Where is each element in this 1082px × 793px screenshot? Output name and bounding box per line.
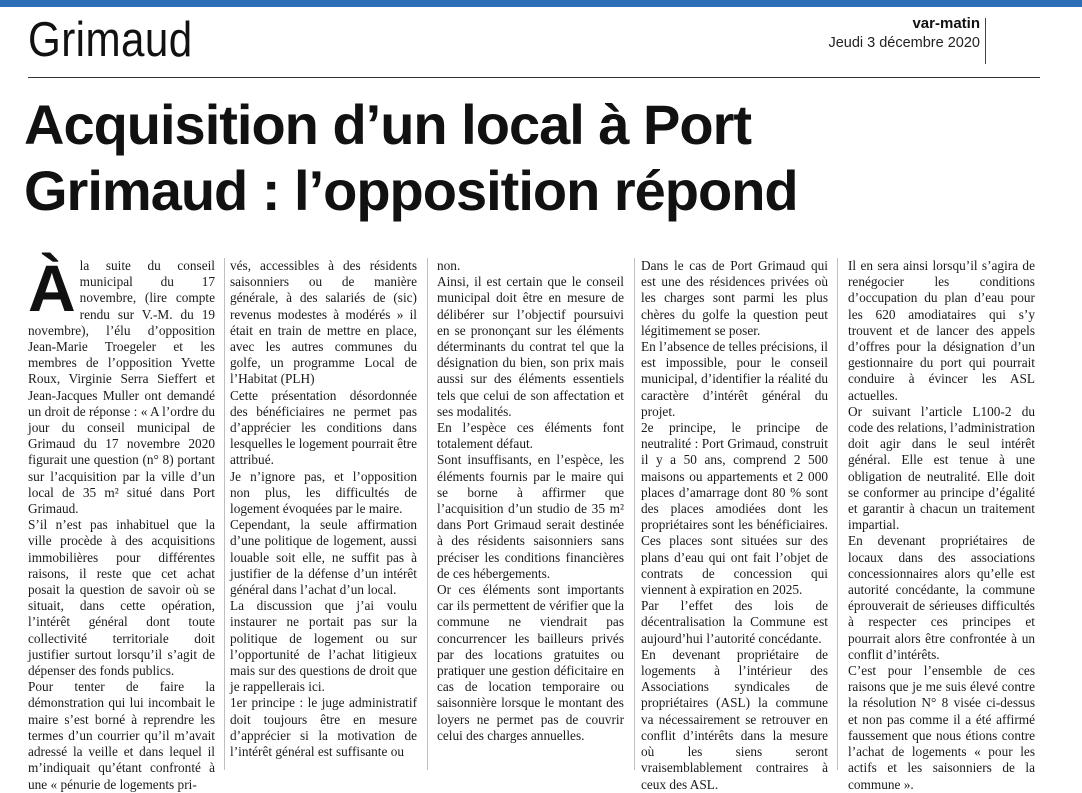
paragraph: Ainsi, il est certain que le conseil municipal doit être en mesure de délibérer sur l’objectif poursuivi en se prononçant sur les éléments déterminants du contrat tel que la désignation du bien, son prix mais aussi sur des éléments essentiels tels que celui de son affectation et ses modalités. [437, 274, 624, 419]
article-column-4 [641, 258, 828, 792]
paragraph: 2e principe, le principe de neutralité : Port Grimaud, construit il y a 50 ans, comprend 2 500 maisons ou appartements et 2 000 places d’amarrage dont 80 % sont des places amodiées dont les propriétaires sont les bénéficiaires. Ces places sont situées sur des plans d’eau qui ont fait l’objet de contrats de concession qui viennent à expiration en 2025. [641, 420, 828, 598]
header-rule [28, 77, 1040, 78]
paragraph: non. [437, 258, 461, 273]
paragraph: Dans le cas de Port Grimaud qui est une des résidences privées où les charges sont parmi les plus chères du golfe la question peut légitimement se poser. [641, 258, 828, 338]
paragraph: En devenant propriétaires de locaux dans des associations concessionnaires alors qu’elle est autorité concédante, la commune éprouverait de sérieuses difficultés à respecter ces principes et pourrait alors être confrontée à un conflit d’intérêts. [848, 533, 1035, 662]
article-column-1 [28, 251, 215, 792]
paragraph: la suite du conseil municipal du 17 novembre, (lire compte rendu sur V.-M. du 19 novembre), l’élu d’opposition Jean-Marie Troegeler et les membres de l’opposition Yvette Roux, Virginie Serra Sieffert et Jean-Jacques Muller ont demandé un droit de réponse : « A l’ordre du jour du conseil municipal de Grimaud du 17 novembre 2020 figurait une question (n° 8) portant sur l’acquisition par la ville d’un local de 35 m² situé dans Port Grimaud. [28, 258, 215, 517]
paragraph: Or ces éléments sont importants car ils permettent de vérifier que la commune ne viendrait pas concurrencer les bailleurs privés par des locations gratuites ou pratiquer une gestion déficitaire en cas de location temporaire ou saisonnière lorsque le montant des loyers ne permet pas de couvrir celui des charges annuelles. [437, 582, 624, 743]
article-body [0, 251, 1082, 792]
paragraph: S’il n’est pas inhabituel que la ville procède à des acquisitions immobilières pour différentes raisons, il reste que cet achat posait la question de savoir où se situait, dans cette opération, l’intérêt général dont toute collectivité territoriale doit justifier surtout lorsqu’il s’agit de dépenser des fonds publics. [28, 517, 215, 679]
article-column-3 [437, 258, 624, 770]
paragraph: Cette présentation désordonnée des bénéficiaires ne permet pas d’apprécier les conditions dans lesquelles le logement pourrait être attribué. [230, 387, 417, 468]
paragraph: Cependant, la seule affirmation d’une politique de logement, aussi louable soit elle, ne suffit pas à justifier de la défense d’un intérêt général dans l’achat d’un local. [230, 517, 417, 598]
paragraph: Pour tenter de faire la démonstration qui lui incombait le maire s’est borné à reprendre les termes d’un courrier qu’il m’avait adressé la veille et dans lequel il m’indiquait qu’étant confronté à une « pénurie de logements pri- [28, 679, 215, 792]
article-column-5 [848, 258, 1035, 792]
article-headline [24, 92, 1064, 224]
top-color-bar [0, 0, 1082, 7]
headline-line-1: Acquisition d’un local à Port [24, 93, 752, 156]
paragraph: En l’absence de telles précisions, il est impossible, pour le conseil municipal, d’identifier la réalité du caractère d’intérêt général du projet. [641, 339, 828, 419]
paragraph: C’est pour l’ensemble de ces raisons que je me suis élevé contre la résolution N° 8 visée ci-dessus et non pas comme il a été affirmé faussement que nous étions contre l’achat de logements « pour les actifs et les saisonniers de la commune ». [848, 663, 1035, 792]
paragraph: En l’espèce ces éléments font totalement défaut. [437, 420, 624, 452]
masthead [828, 15, 980, 53]
masthead-divider [985, 18, 986, 64]
paragraph: vés, accessibles à des résidents saisonniers ou de manière générale, à des salariés de (sic) revenus modestes à modérés » il était en train de mettre en place, avec les autres communes du golfe, un programme Local de l’Habitat (PLH) [230, 258, 417, 387]
headline-line-2: Grimaud : l’opposition répond [24, 159, 798, 222]
paragraph: Il en sera ainsi lorsqu’il s’agira de renégocier les conditions d’occupation du plan d’eau pour les 620 amodiataires qui s’y trouvent et de lancer des appels d’offres pour la désignation d’un gestionnaire du port qui pourrait conduire à évincer les ASL actuelles. [848, 258, 1035, 403]
paragraph: Sont insuffisants, en l’espèce, les éléments fournis par le maire qui se borne à affirmer que l’acquisition d’un studio de 35 m² dans Port Grimaud serait destinée à des résidents saisonniers sans préciser les conditions financières de ces hébergements. [437, 452, 624, 581]
paragraph: En devenant propriétaire de logements à l’intérieur des Associations syndicales de propriétaires (ASL) la commune va nécessairement se retrouver en conflit d’intérêts dans la mesure où les siens seront vraisemblablement contraires à ceux des ASL. [641, 646, 828, 792]
newspaper-brand: var-matin [912, 15, 980, 32]
section-title: Grimaud [28, 13, 193, 67]
paragraph: Je n’ignore pas, et l’opposition non plus, les difficultés de logement évoquées par le maire. [230, 468, 417, 517]
paragraph: Or suivant l’article L100-2 du code des relations, l’administration doit agir dans le seul intérêt général. Elle est tenue à une obligation de neutralité. Elle doit se conformer au principe d’égalité et garantir à chacun un traitement impartial. [848, 403, 1035, 533]
publication-date: Jeudi 3 décembre 2020 [828, 35, 980, 51]
paragraph: 1er principe : le juge administratif doit toujours être en mesure d’apprécier si la motivation de l’intérêt général est suffisante ou [230, 695, 417, 760]
drop-cap: À [28, 251, 76, 325]
article-column-2 [230, 258, 417, 770]
paragraph: Par l’effet des lois de décentralisation la Commune est aujourd’hui l’autorité concédante. [641, 598, 828, 646]
paragraph: La discussion que j’ai voulu instaurer ne portait pas sur la politique de logement ou sur l’opportunité de l’achat litigieux mais sur des questions de droit que je rappellerais ici. [230, 598, 417, 695]
